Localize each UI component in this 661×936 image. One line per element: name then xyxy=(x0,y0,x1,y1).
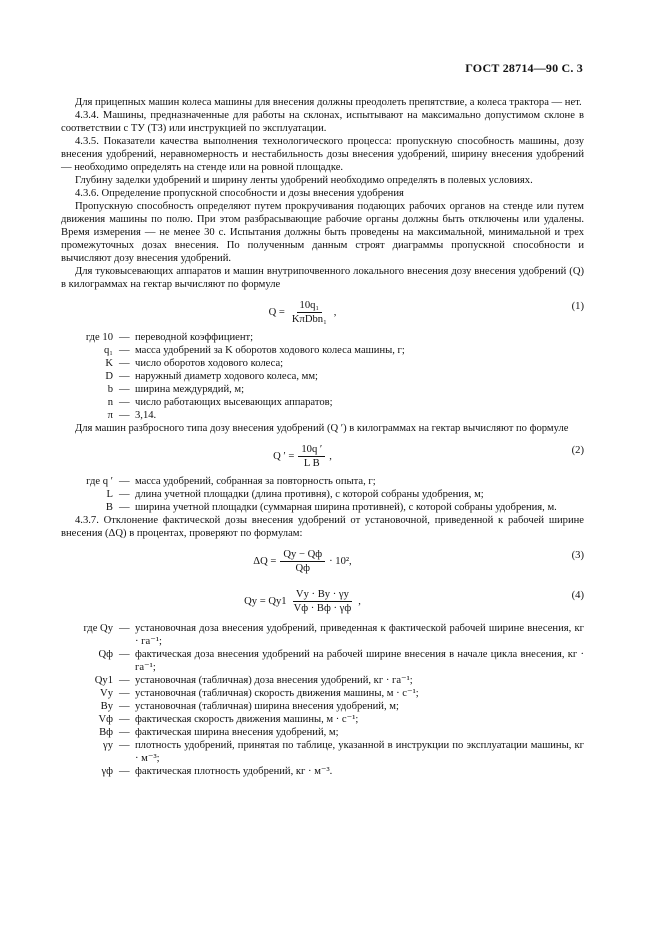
definition-text: фактическая скорость движения машины, м · с⁻¹; xyxy=(135,714,359,725)
definition-text: масса удобрений за K оборотов ходового колеса машины, г; xyxy=(135,345,405,356)
definition-dash: — xyxy=(119,688,130,699)
definition-dash: — xyxy=(119,345,130,356)
definition-symbol-cell xyxy=(61,475,135,488)
definition-text: ширина междурядий, м; xyxy=(135,384,245,395)
page-header: ГОСТ 28714—90 С. 3 xyxy=(465,61,583,75)
definition-row xyxy=(61,370,584,383)
definition-dash: — xyxy=(119,623,130,634)
definition-symbol-cell xyxy=(61,396,135,409)
formula-2-denominator: L B xyxy=(303,457,320,469)
definition-symbol-cell xyxy=(61,344,135,357)
formula-4-number: (4) xyxy=(571,590,584,601)
formula-2-numerator: 10q ′ xyxy=(298,444,325,457)
formula-2-tail: , xyxy=(329,450,332,462)
definition-symbol: γф xyxy=(101,766,113,777)
definition-symbol: D xyxy=(105,371,113,382)
definition-text: 3,14. xyxy=(135,410,157,421)
formula-1-fraction xyxy=(289,300,330,325)
definition-symbol: где Qу xyxy=(83,623,113,634)
paragraph-1: Для прицепных машин колеса машины для внесения должны преодолеть препятствие, а колеса трактора — нет. xyxy=(75,97,582,108)
definition-row xyxy=(61,687,584,700)
definition-symbol: Bу xyxy=(100,701,113,712)
definition-symbol-cell xyxy=(61,383,135,396)
definition-dash: — xyxy=(119,727,130,738)
formula-2 xyxy=(21,441,584,471)
formula-3-lhs: ΔQ = xyxy=(253,555,277,567)
definition-dash: — xyxy=(119,489,130,500)
definition-row xyxy=(61,713,584,726)
paragraph-throughput: Пропускную способность определяют путем прокручивания подающих рабочих органов на стенде или путем движения машины по полю. При этом разбрасывающие рабочие органы должны быть отключены или удалены. Время измерения — не менее 30 с. Испытания должны быть проведены на максимальной, минимальной и трех промежуточных дозах внесения. По полученным данным строят диаграммы пропускной способности и вычисляют дозу внесения удобрений. xyxy=(61,201,584,264)
definition-symbol-cell xyxy=(61,700,135,713)
definition-dash: — xyxy=(119,358,130,369)
definition-dash: — xyxy=(119,384,130,395)
definition-symbol-cell xyxy=(61,687,135,700)
definition-dash: — xyxy=(119,476,130,487)
formula-2-fraction xyxy=(298,444,325,469)
formula-1-numerator: 10q₁ xyxy=(297,300,323,313)
formula-3-fraction xyxy=(280,549,325,574)
formula-4-numerator: Vу · Bу · γу xyxy=(293,589,352,602)
definition-row xyxy=(61,488,584,501)
definition-symbol-cell xyxy=(61,739,135,765)
formula-3-numerator: Qу − Qф xyxy=(280,549,325,562)
definition-text: установочная (табличная) скорость движения машины, м · с⁻¹; xyxy=(135,688,419,699)
definition-text: фактическая доза внесения удобрений на рабочей ширине внесения в начале цикла внесения, кг · га⁻¹; xyxy=(135,649,584,673)
definition-symbol-cell xyxy=(61,370,135,383)
definition-text: переводной коэффициент; xyxy=(135,332,254,343)
formula-4-denominator: Vф · Bф · γф xyxy=(293,602,352,614)
definition-text: фактическая плотность удобрений, кг · м⁻³. xyxy=(135,766,333,777)
paragraph-4-3-5: 4.3.5. Показатели качества выполнения технологического процесса: пропускную способность машины, дозу внесения удобрений, неравномерность и нестабильность дозы внесения удобрений, ширину внесения удобрений — необходимо определять на стенде или на ровной площадке. xyxy=(61,136,584,173)
definition-symbol: n xyxy=(107,397,113,408)
definition-dash: — xyxy=(119,675,130,686)
definition-text: наружный диаметр ходового колеса, мм; xyxy=(135,371,319,382)
definition-symbol-cell xyxy=(61,674,135,687)
definition-text: фактическая ширина внесения удобрений, м; xyxy=(135,727,339,738)
definition-row xyxy=(61,383,584,396)
definition-row xyxy=(61,739,584,765)
definition-symbol-cell xyxy=(61,501,135,514)
definition-symbol: Qф xyxy=(98,649,113,660)
definition-row xyxy=(61,357,584,370)
definition-dash: — xyxy=(119,332,130,343)
formula-4 xyxy=(21,586,584,616)
paragraph-4-3-6: 4.3.6. Определение пропускной способности и дозы внесения удобрения xyxy=(75,188,404,199)
definition-row xyxy=(61,700,584,713)
definition-row xyxy=(61,396,584,409)
definition-symbol: где 10 xyxy=(85,332,113,343)
definitions-formula-1 xyxy=(61,331,584,422)
formula-1-denominator: KπDbn₁ xyxy=(291,313,327,325)
paragraph-dose-intro: Для туковысевающих аппаратов и машин внутрипочвенного локального внесения дозу внесения удобрений (Q) в килограммах на гектар вычисляют по формуле xyxy=(61,266,584,290)
formula-3-denominator: Qф xyxy=(295,562,310,574)
definition-text: число работающих высевающих аппаратов; xyxy=(135,397,333,408)
definition-symbol: Vу xyxy=(100,688,113,699)
definition-symbol-cell xyxy=(61,726,135,739)
definition-dash: — xyxy=(119,397,130,408)
definition-row xyxy=(61,501,584,514)
definition-dash: — xyxy=(119,714,130,725)
definition-symbol: Qу1 xyxy=(94,675,113,686)
definition-symbol: q₁ xyxy=(104,345,113,356)
definition-symbol-cell xyxy=(61,622,135,648)
formula-3 xyxy=(21,546,584,576)
formula-4-tail: , xyxy=(358,595,361,607)
definition-text: масса удобрений, собранная за повторность опыта, г; xyxy=(135,476,376,487)
definition-dash: — xyxy=(119,766,130,777)
formula-1-lhs: Q = xyxy=(268,306,285,318)
definition-symbol: B xyxy=(105,502,113,513)
definition-symbol-cell xyxy=(61,713,135,726)
definition-row xyxy=(61,726,584,739)
definition-text: плотность удобрений, принятая по таблице, указанной в инструкции по эксплуатации машины, кг · м⁻³; xyxy=(135,740,584,764)
definition-text: ширина учетной площадки (суммарная ширина противней), с которой собраны удобрения, м. xyxy=(135,502,557,513)
definition-symbol: γу xyxy=(103,740,113,751)
definition-dash: — xyxy=(119,701,130,712)
formula-2-number: (2) xyxy=(571,445,584,456)
definition-symbol: π xyxy=(107,410,113,421)
definition-symbol: L xyxy=(106,489,113,500)
formula-2-lhs: Q ′ = xyxy=(273,450,295,462)
definition-text: установочная (табличная) доза внесения удобрений, кг · га⁻¹; xyxy=(135,675,413,686)
document-body xyxy=(61,96,584,778)
definition-symbol-cell xyxy=(61,648,135,674)
definition-text: установочная (табличная) ширина внесения удобрений, м; xyxy=(135,701,399,712)
formula-4-lhs: Qу = Qу1 xyxy=(244,595,287,607)
paragraph-depth: Глубину заделки удобрений и ширину ленты удобрений необходимо определять в полевых условиях. xyxy=(75,175,533,186)
definition-row xyxy=(61,765,584,778)
definition-symbol-cell xyxy=(61,488,135,501)
definition-symbol: Bф xyxy=(99,727,113,738)
definition-symbol: b xyxy=(107,384,113,395)
definition-dash: — xyxy=(119,502,130,513)
definition-symbol-cell xyxy=(61,331,135,344)
definition-symbol-cell xyxy=(61,765,135,778)
definition-dash: — xyxy=(119,410,130,421)
formula-1-number: (1) xyxy=(571,301,584,312)
formula-4-fraction xyxy=(291,589,355,614)
definition-row xyxy=(61,344,584,357)
definition-dash: — xyxy=(119,371,130,382)
formula-3-number: (3) xyxy=(571,550,584,561)
definition-text: число оборотов ходового колеса; xyxy=(135,358,284,369)
definition-row xyxy=(61,475,584,488)
definitions-formula-3-4 xyxy=(61,622,584,778)
definitions-formula-2 xyxy=(61,475,584,514)
definition-dash: — xyxy=(119,740,130,751)
definition-symbol: K xyxy=(105,358,113,369)
paragraph-spread-intro: Для машин разбросного типа дозу внесения удобрений (Q ′) в килограммах на гектар вычисляют по формуле xyxy=(75,423,569,434)
paragraph-4-3-7: 4.3.7. Отклонение фактической дозы внесения удобрений от установочной, приведенной к рабочей ширине внесения (ΔQ) в процентах, проверяют по формулам: xyxy=(61,515,584,539)
definition-row xyxy=(61,331,584,344)
definition-text: установочная доза внесения удобрений, приведенная к фактической рабочей ширине внесения, кг · га⁻¹; xyxy=(135,623,584,647)
paragraph-4-3-4: 4.3.4. Машины, предназначенные для работы на склонах, испытывают на максимально допустимом склоне в соответствии с ТУ (ТЗ) или инструкцией по эксплуатации. xyxy=(61,110,584,134)
definition-symbol: Vф xyxy=(98,714,113,725)
definition-symbol: где q ′ xyxy=(86,476,113,487)
definition-row xyxy=(61,409,584,422)
definition-symbol-cell xyxy=(61,409,135,422)
definition-text: длина учетной площадки (длина противня), с которой собраны удобрения, м; xyxy=(135,489,484,500)
definition-symbol-cell xyxy=(61,357,135,370)
formula-1 xyxy=(21,297,584,327)
formula-3-tail: · 10², xyxy=(329,555,352,567)
definition-row xyxy=(61,622,584,648)
formula-1-tail: , xyxy=(333,306,337,318)
definition-row xyxy=(61,674,584,687)
definition-dash: — xyxy=(119,649,130,660)
definition-row xyxy=(61,648,584,674)
